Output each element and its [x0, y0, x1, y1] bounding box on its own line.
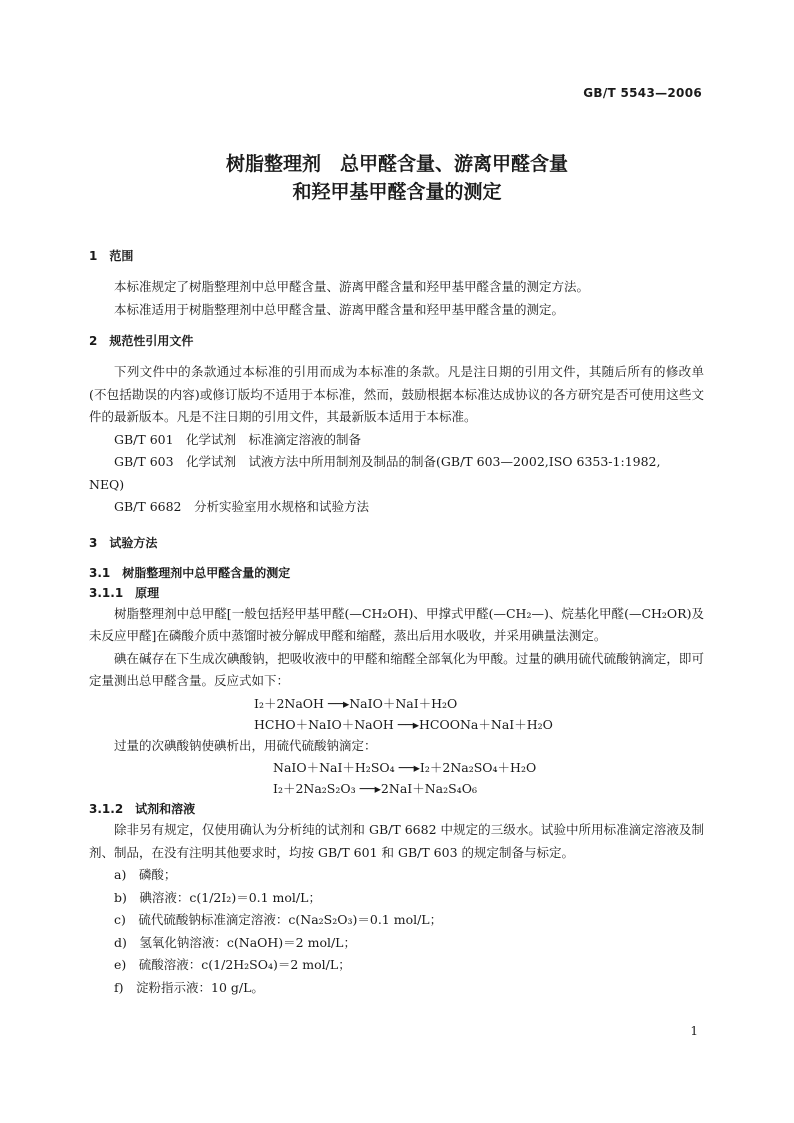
- reference-gbt601: GB/T 601 化学试剂 标准滴定溶液的制备: [114, 431, 362, 447]
- reagents-paragraph: 除非另有规定，仅使用确认为分析纯的试剂和 GB/T 6682 中规定的三级水。试验中所用标准滴定溶液及制剂、制品，在没有注明其他要求时，均按 GB/T 601 和 GB/T 603 的规定制备与标定。: [89, 822, 704, 860]
- principle-paragraph-1: 树脂整理剂中总甲醛[一般包括羟甲基甲醛(—CH₂OH)、甲撑式甲醛(—CH₂—)、烷基化甲醛(—CH₂OR)及未反应甲醛]在磷酸介质中蒸馏时被分解成甲醛和缩醛，蒸出后用水吸收，并采用碘量法测定。: [89, 605, 704, 643]
- principle-paragraph-2: 碘在碱存在下生成次碘酸钠，把吸收液中的甲醛和缩醛全部氧化为甲酸。过量的碘用硫代硫酸钠滴定，即可定量测出总甲醛含量。反应式如下：: [89, 650, 704, 688]
- section-1-paragraph-2: 本标准适用于树脂整理剂中总甲醛含量、游离甲醛含量和羟甲基甲醛含量的测定。: [114, 301, 565, 317]
- principle-paragraph-3: 过量的次碘酸钠使碘析出，用硫代硫酸钠滴定：: [114, 737, 377, 753]
- page-number: 1: [690, 1024, 698, 1038]
- title-line-2: 和羟甲基甲醛含量的测定: [292, 181, 502, 203]
- section-3-1-1-heading: 3.1.1 原理: [89, 585, 160, 600]
- section-2-paragraph: 下列文件中的条款通过本标准的引用而成为本标准的条款。凡是注日期的引用文件，其随后所有的修改单(不包括勘误的内容)或修订版均不适用于本标准，然而，鼓励根据本标准达成协议的各方研究是否可使用这些文件的最新版本。凡是不注日期的引用文件，其最新版本适用于本标准。: [89, 364, 704, 424]
- standard-number: GB/T 5543—2006: [583, 86, 702, 100]
- section-1-heading: 1 范围: [89, 249, 134, 263]
- equation-4: I₂＋2Na₂S₂O₃ ──▸2NaI＋Na₂S₄O₆: [273, 781, 477, 796]
- document-body: [89, 246, 704, 999]
- reagent-item-e: e) 硫酸溶液：c(1/2H₂SO₄)＝2 mol/L；: [114, 957, 351, 972]
- reference-gbt603-cont: NEQ): [89, 476, 125, 492]
- equation-3: NaIO＋NaI＋H₂SO₄ ──▸I₂＋2Na₂SO₄＋H₂O: [273, 760, 537, 775]
- equation-2: HCHO＋NaIO＋NaOH ──▸HCOONa＋NaI＋H₂O: [254, 716, 553, 732]
- reagent-item-f: f) 淀粉指示液：10 g/L。: [114, 979, 264, 995]
- reagent-item-a: a) 磷酸；: [114, 867, 177, 882]
- section-2-heading: 2 规范性引用文件: [89, 334, 194, 348]
- document-title: [0, 150, 794, 206]
- reference-gbt603: GB/T 603 化学试剂 试液方法中所用制剂及制品的制备(GB/T 603—2002,ISO 6353-1:1982,: [114, 454, 661, 469]
- reference-gbt6682: GB/T 6682 分析实验室用水规格和试验方法: [114, 499, 370, 514]
- reagent-item-c: c) 硫代硫酸钠标准滴定溶液：c(Na₂S₂O₃)＝0.1 mol/L；: [114, 912, 443, 927]
- section-1-paragraph-1: 本标准规定了树脂整理剂中总甲醛含量、游离甲醛含量和羟甲基甲醛含量的测定方法。: [114, 279, 590, 294]
- section-3-1-2-heading: 3.1.2 试剂和溶液: [89, 802, 196, 816]
- section-3-heading: 3 试验方法: [89, 535, 158, 550]
- reagent-item-b: b) 碘溶液：c(1/2I₂)＝0.1 mol/L；: [114, 889, 321, 905]
- section-3-1-heading: 3.1 树脂整理剂中总甲醛含量的测定: [89, 565, 291, 580]
- title-line-1: 树脂整理剂 总甲醛含量、游离甲醛含量: [225, 153, 568, 175]
- equation-1: I₂＋2NaOH ──▸NaIO＋NaI＋H₂O: [254, 695, 458, 711]
- reagent-item-d: d) 氢氧化钠溶液：c(NaOH)＝2 mol/L；: [114, 934, 356, 950]
